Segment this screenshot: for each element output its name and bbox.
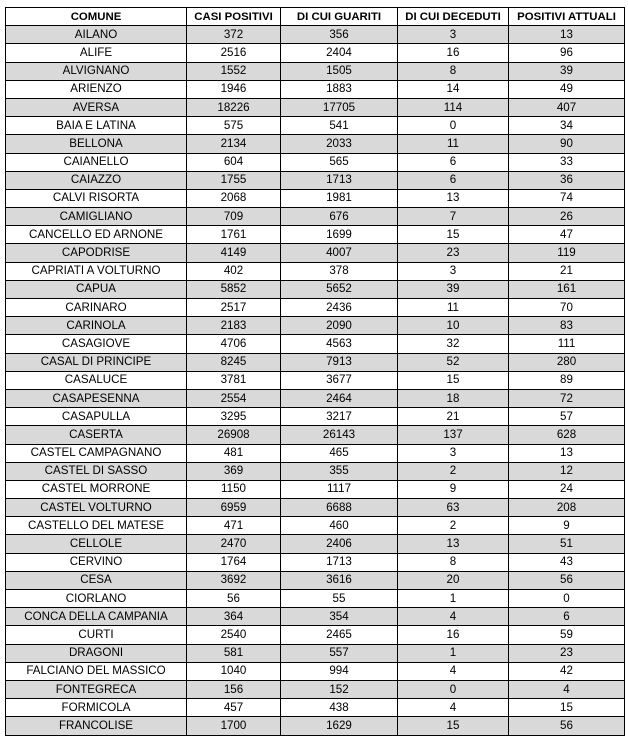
positivi-attuali-cell: 59 — [509, 626, 625, 644]
guariti-cell: 7913 — [281, 353, 398, 371]
positivi-attuali-cell: 15 — [509, 699, 625, 717]
deceduti-cell: 21 — [398, 408, 509, 426]
positivi-attuali-cell: 6 — [509, 608, 625, 626]
deceduti-cell: 13 — [398, 535, 509, 553]
guariti-cell: 356 — [281, 26, 398, 44]
comune-cell: FALCIANO DEL MASSICO — [6, 662, 187, 680]
positivi-attuali-cell: 34 — [509, 117, 625, 135]
positivi-attuali-cell: 70 — [509, 299, 625, 317]
casi-positivi-cell: 4149 — [187, 244, 281, 262]
casi-positivi-cell: 369 — [187, 462, 281, 480]
guariti-cell: 4007 — [281, 244, 398, 262]
guariti-cell: 1883 — [281, 80, 398, 98]
casi-positivi-cell: 2470 — [187, 535, 281, 553]
comune-cell: AVERSA — [6, 98, 187, 116]
deceduti-cell: 23 — [398, 244, 509, 262]
guariti-cell: 355 — [281, 462, 398, 480]
deceduti-cell: 39 — [398, 280, 509, 298]
casi-positivi-cell: 4706 — [187, 335, 281, 353]
comune-cell: CAPUA — [6, 280, 187, 298]
guariti-cell: 557 — [281, 644, 398, 662]
deceduti-cell: 1 — [398, 590, 509, 608]
deceduti-cell: 15 — [398, 371, 509, 389]
casi-positivi-cell: 1150 — [187, 480, 281, 498]
comune-cell: CESA — [6, 571, 187, 589]
guariti-cell: 2404 — [281, 44, 398, 62]
positivi-attuali-cell: 51 — [509, 535, 625, 553]
table-body — [6, 26, 625, 735]
comune-cell: CARINOLA — [6, 317, 187, 335]
table-row — [6, 680, 625, 698]
table-row — [6, 208, 625, 226]
casi-positivi-cell: 2068 — [187, 189, 281, 207]
table-row — [6, 280, 625, 298]
positivi-attuali-cell: 36 — [509, 171, 625, 189]
column-header-comune: COMUNE — [6, 8, 187, 26]
positivi-attuali-cell: 13 — [509, 26, 625, 44]
deceduti-cell: 4 — [398, 699, 509, 717]
table-row — [6, 717, 625, 735]
guariti-cell: 55 — [281, 590, 398, 608]
comune-cell: CANCELLO ED ARNONE — [6, 226, 187, 244]
comune-cell: BELLONA — [6, 135, 187, 153]
column-header-guariti: DI CUI GUARITI — [281, 8, 398, 26]
positivi-attuali-cell: 12 — [509, 462, 625, 480]
comune-cell: CAPRIATI A VOLTURNO — [6, 262, 187, 280]
casi-positivi-cell: 1761 — [187, 226, 281, 244]
positivi-attuali-cell: 208 — [509, 499, 625, 517]
comune-cell: CARINARO — [6, 299, 187, 317]
comune-cell: FORMICOLA — [6, 699, 187, 717]
comune-cell: CASTEL CAMPAGNANO — [6, 444, 187, 462]
guariti-cell: 565 — [281, 153, 398, 171]
guariti-cell: 2090 — [281, 317, 398, 335]
comune-cell: ALVIGNANO — [6, 62, 187, 80]
guariti-cell: 1713 — [281, 553, 398, 571]
comune-cell: CELLOLE — [6, 535, 187, 553]
guariti-cell: 460 — [281, 517, 398, 535]
table-row — [6, 135, 625, 153]
comune-cell: CAIAZZO — [6, 171, 187, 189]
deceduti-cell: 3 — [398, 444, 509, 462]
casi-positivi-cell: 2183 — [187, 317, 281, 335]
deceduti-cell: 9 — [398, 480, 509, 498]
casi-positivi-cell: 457 — [187, 699, 281, 717]
table-row — [6, 353, 625, 371]
deceduti-cell: 2 — [398, 462, 509, 480]
column-header-deceduti: DI CUI DECEDUTI — [398, 8, 509, 26]
positivi-attuali-cell: 111 — [509, 335, 625, 353]
comune-cell: CAPODRISE — [6, 244, 187, 262]
comune-cell: DRAGONI — [6, 644, 187, 662]
deceduti-cell: 20 — [398, 571, 509, 589]
deceduti-cell: 6 — [398, 171, 509, 189]
positivi-attuali-cell: 47 — [509, 226, 625, 244]
deceduti-cell: 13 — [398, 189, 509, 207]
table-row — [6, 553, 625, 571]
positivi-attuali-cell: 56 — [509, 717, 625, 735]
deceduti-cell: 32 — [398, 335, 509, 353]
casi-positivi-cell: 26908 — [187, 426, 281, 444]
comune-cell: FRANCOLISE — [6, 717, 187, 735]
casi-positivi-cell: 2540 — [187, 626, 281, 644]
guariti-cell: 1629 — [281, 717, 398, 735]
casi-positivi-cell: 372 — [187, 26, 281, 44]
deceduti-cell: 52 — [398, 353, 509, 371]
deceduti-cell: 10 — [398, 317, 509, 335]
table-row — [6, 80, 625, 98]
guariti-cell: 17705 — [281, 98, 398, 116]
casi-positivi-cell: 1040 — [187, 662, 281, 680]
guariti-cell: 541 — [281, 117, 398, 135]
table-row — [6, 389, 625, 407]
guariti-cell: 2436 — [281, 299, 398, 317]
guariti-cell: 3616 — [281, 571, 398, 589]
table-row — [6, 299, 625, 317]
table-row — [6, 226, 625, 244]
casi-positivi-cell: 2554 — [187, 389, 281, 407]
guariti-cell: 676 — [281, 208, 398, 226]
comune-cell: AILANO — [6, 26, 187, 44]
table-row — [6, 26, 625, 44]
table-row — [6, 153, 625, 171]
table-row — [6, 408, 625, 426]
table-row — [6, 171, 625, 189]
deceduti-cell: 6 — [398, 153, 509, 171]
column-header-positivi-attuali: POSITIVI ATTUALI — [509, 8, 625, 26]
comune-cell: CIORLANO — [6, 590, 187, 608]
positivi-attuali-cell: 39 — [509, 62, 625, 80]
table-row — [6, 535, 625, 553]
comune-cell: CASERTA — [6, 426, 187, 444]
casi-positivi-cell: 6959 — [187, 499, 281, 517]
comune-cell: CALVI RISORTA — [6, 189, 187, 207]
deceduti-cell: 11 — [398, 135, 509, 153]
comune-cell: CASTELLO DEL MATESE — [6, 517, 187, 535]
table-row — [6, 608, 625, 626]
deceduti-cell: 3 — [398, 26, 509, 44]
deceduti-cell: 8 — [398, 62, 509, 80]
table-row — [6, 117, 625, 135]
guariti-cell: 1713 — [281, 171, 398, 189]
guariti-cell: 1981 — [281, 189, 398, 207]
casi-positivi-cell: 1755 — [187, 171, 281, 189]
guariti-cell: 6688 — [281, 499, 398, 517]
table-row — [6, 626, 625, 644]
guariti-cell: 1699 — [281, 226, 398, 244]
positivi-attuali-cell: 13 — [509, 444, 625, 462]
header-row — [6, 8, 625, 26]
casi-positivi-cell: 3781 — [187, 371, 281, 389]
positivi-attuali-cell: 628 — [509, 426, 625, 444]
comune-cell: BAIA E LATINA — [6, 117, 187, 135]
positivi-attuali-cell: 407 — [509, 98, 625, 116]
table-row — [6, 644, 625, 662]
casi-positivi-cell: 581 — [187, 644, 281, 662]
comune-cell: CASTEL MORRONE — [6, 480, 187, 498]
casi-positivi-cell: 2134 — [187, 135, 281, 153]
deceduti-cell: 4 — [398, 662, 509, 680]
table-row — [6, 499, 625, 517]
guariti-cell: 378 — [281, 262, 398, 280]
deceduti-cell: 18 — [398, 389, 509, 407]
guariti-cell: 3677 — [281, 371, 398, 389]
table-row — [6, 699, 625, 717]
comune-cell: ARIENZO — [6, 80, 187, 98]
guariti-cell: 1505 — [281, 62, 398, 80]
comune-cell: CURTI — [6, 626, 187, 644]
table-row — [6, 480, 625, 498]
guariti-cell: 5652 — [281, 280, 398, 298]
covid-cases-table — [5, 7, 625, 736]
casi-positivi-cell: 1552 — [187, 62, 281, 80]
guariti-cell: 2033 — [281, 135, 398, 153]
comune-cell: FONTEGRECA — [6, 680, 187, 698]
table-row — [6, 262, 625, 280]
table-row — [6, 44, 625, 62]
table-row — [6, 426, 625, 444]
comune-cell: CERVINO — [6, 553, 187, 571]
positivi-attuali-cell: 74 — [509, 189, 625, 207]
positivi-attuali-cell: 161 — [509, 280, 625, 298]
guariti-cell: 2464 — [281, 389, 398, 407]
casi-positivi-cell: 3692 — [187, 571, 281, 589]
positivi-attuali-cell: 43 — [509, 553, 625, 571]
casi-positivi-cell: 1946 — [187, 80, 281, 98]
deceduti-cell: 8 — [398, 553, 509, 571]
casi-positivi-cell: 18226 — [187, 98, 281, 116]
column-header-casi-positivi: CASI POSITIVI — [187, 8, 281, 26]
positivi-attuali-cell: 33 — [509, 153, 625, 171]
deceduti-cell: 1 — [398, 644, 509, 662]
deceduti-cell: 7 — [398, 208, 509, 226]
deceduti-cell: 114 — [398, 98, 509, 116]
table-row — [6, 571, 625, 589]
guariti-cell: 1117 — [281, 480, 398, 498]
positivi-attuali-cell: 24 — [509, 480, 625, 498]
positivi-attuali-cell: 9 — [509, 517, 625, 535]
table-row — [6, 62, 625, 80]
guariti-cell: 354 — [281, 608, 398, 626]
table-row — [6, 517, 625, 535]
casi-positivi-cell: 1700 — [187, 717, 281, 735]
comune-cell: CAMIGLIANO — [6, 208, 187, 226]
positivi-attuali-cell: 57 — [509, 408, 625, 426]
positivi-attuali-cell: 96 — [509, 44, 625, 62]
table-row — [6, 662, 625, 680]
casi-positivi-cell: 5852 — [187, 280, 281, 298]
guariti-cell: 465 — [281, 444, 398, 462]
guariti-cell: 438 — [281, 699, 398, 717]
guariti-cell: 152 — [281, 680, 398, 698]
deceduti-cell: 3 — [398, 262, 509, 280]
casi-positivi-cell: 364 — [187, 608, 281, 626]
deceduti-cell: 137 — [398, 426, 509, 444]
deceduti-cell: 2 — [398, 517, 509, 535]
positivi-attuali-cell: 42 — [509, 662, 625, 680]
casi-positivi-cell: 3295 — [187, 408, 281, 426]
deceduti-cell: 16 — [398, 626, 509, 644]
table-row — [6, 317, 625, 335]
comune-cell: ALIFE — [6, 44, 187, 62]
casi-positivi-cell: 2517 — [187, 299, 281, 317]
table-row — [6, 462, 625, 480]
guariti-cell: 4563 — [281, 335, 398, 353]
deceduti-cell: 0 — [398, 117, 509, 135]
positivi-attuali-cell: 4 — [509, 680, 625, 698]
comune-cell: CASTEL VOLTURNO — [6, 499, 187, 517]
casi-positivi-cell: 2516 — [187, 44, 281, 62]
deceduti-cell: 15 — [398, 717, 509, 735]
positivi-attuali-cell: 56 — [509, 571, 625, 589]
deceduti-cell: 0 — [398, 680, 509, 698]
table-row — [6, 244, 625, 262]
positivi-attuali-cell: 23 — [509, 644, 625, 662]
guariti-cell: 994 — [281, 662, 398, 680]
casi-positivi-cell: 1764 — [187, 553, 281, 571]
guariti-cell: 26143 — [281, 426, 398, 444]
positivi-attuali-cell: 90 — [509, 135, 625, 153]
comune-cell: CASAPESENNA — [6, 389, 187, 407]
positivi-attuali-cell: 89 — [509, 371, 625, 389]
deceduti-cell: 15 — [398, 226, 509, 244]
comune-cell: CASAPULLA — [6, 408, 187, 426]
comune-cell: CASAGIOVE — [6, 335, 187, 353]
deceduti-cell: 4 — [398, 608, 509, 626]
positivi-attuali-cell: 83 — [509, 317, 625, 335]
comune-cell: CASAL DI PRINCIPE — [6, 353, 187, 371]
casi-positivi-cell: 402 — [187, 262, 281, 280]
positivi-attuali-cell: 21 — [509, 262, 625, 280]
comune-cell: CASALUCE — [6, 371, 187, 389]
deceduti-cell: 63 — [398, 499, 509, 517]
comune-cell: CONCA DELLA CAMPANIA — [6, 608, 187, 626]
table-row — [6, 98, 625, 116]
guariti-cell: 3217 — [281, 408, 398, 426]
positivi-attuali-cell: 280 — [509, 353, 625, 371]
comune-cell: CAIANELLO — [6, 153, 187, 171]
casi-positivi-cell: 481 — [187, 444, 281, 462]
guariti-cell: 2406 — [281, 535, 398, 553]
guariti-cell: 2465 — [281, 626, 398, 644]
casi-positivi-cell: 8245 — [187, 353, 281, 371]
casi-positivi-cell: 471 — [187, 517, 281, 535]
casi-positivi-cell: 156 — [187, 680, 281, 698]
positivi-attuali-cell: 0 — [509, 590, 625, 608]
comune-cell: CASTEL DI SASSO — [6, 462, 187, 480]
casi-positivi-cell: 575 — [187, 117, 281, 135]
table-row — [6, 335, 625, 353]
positivi-attuali-cell: 49 — [509, 80, 625, 98]
table-row — [6, 590, 625, 608]
casi-positivi-cell: 56 — [187, 590, 281, 608]
positivi-attuali-cell: 26 — [509, 208, 625, 226]
deceduti-cell: 11 — [398, 299, 509, 317]
table-row — [6, 189, 625, 207]
table-row — [6, 444, 625, 462]
positivi-attuali-cell: 119 — [509, 244, 625, 262]
deceduti-cell: 14 — [398, 80, 509, 98]
positivi-attuali-cell: 72 — [509, 389, 625, 407]
casi-positivi-cell: 604 — [187, 153, 281, 171]
casi-positivi-cell: 709 — [187, 208, 281, 226]
deceduti-cell: 16 — [398, 44, 509, 62]
table-row — [6, 371, 625, 389]
